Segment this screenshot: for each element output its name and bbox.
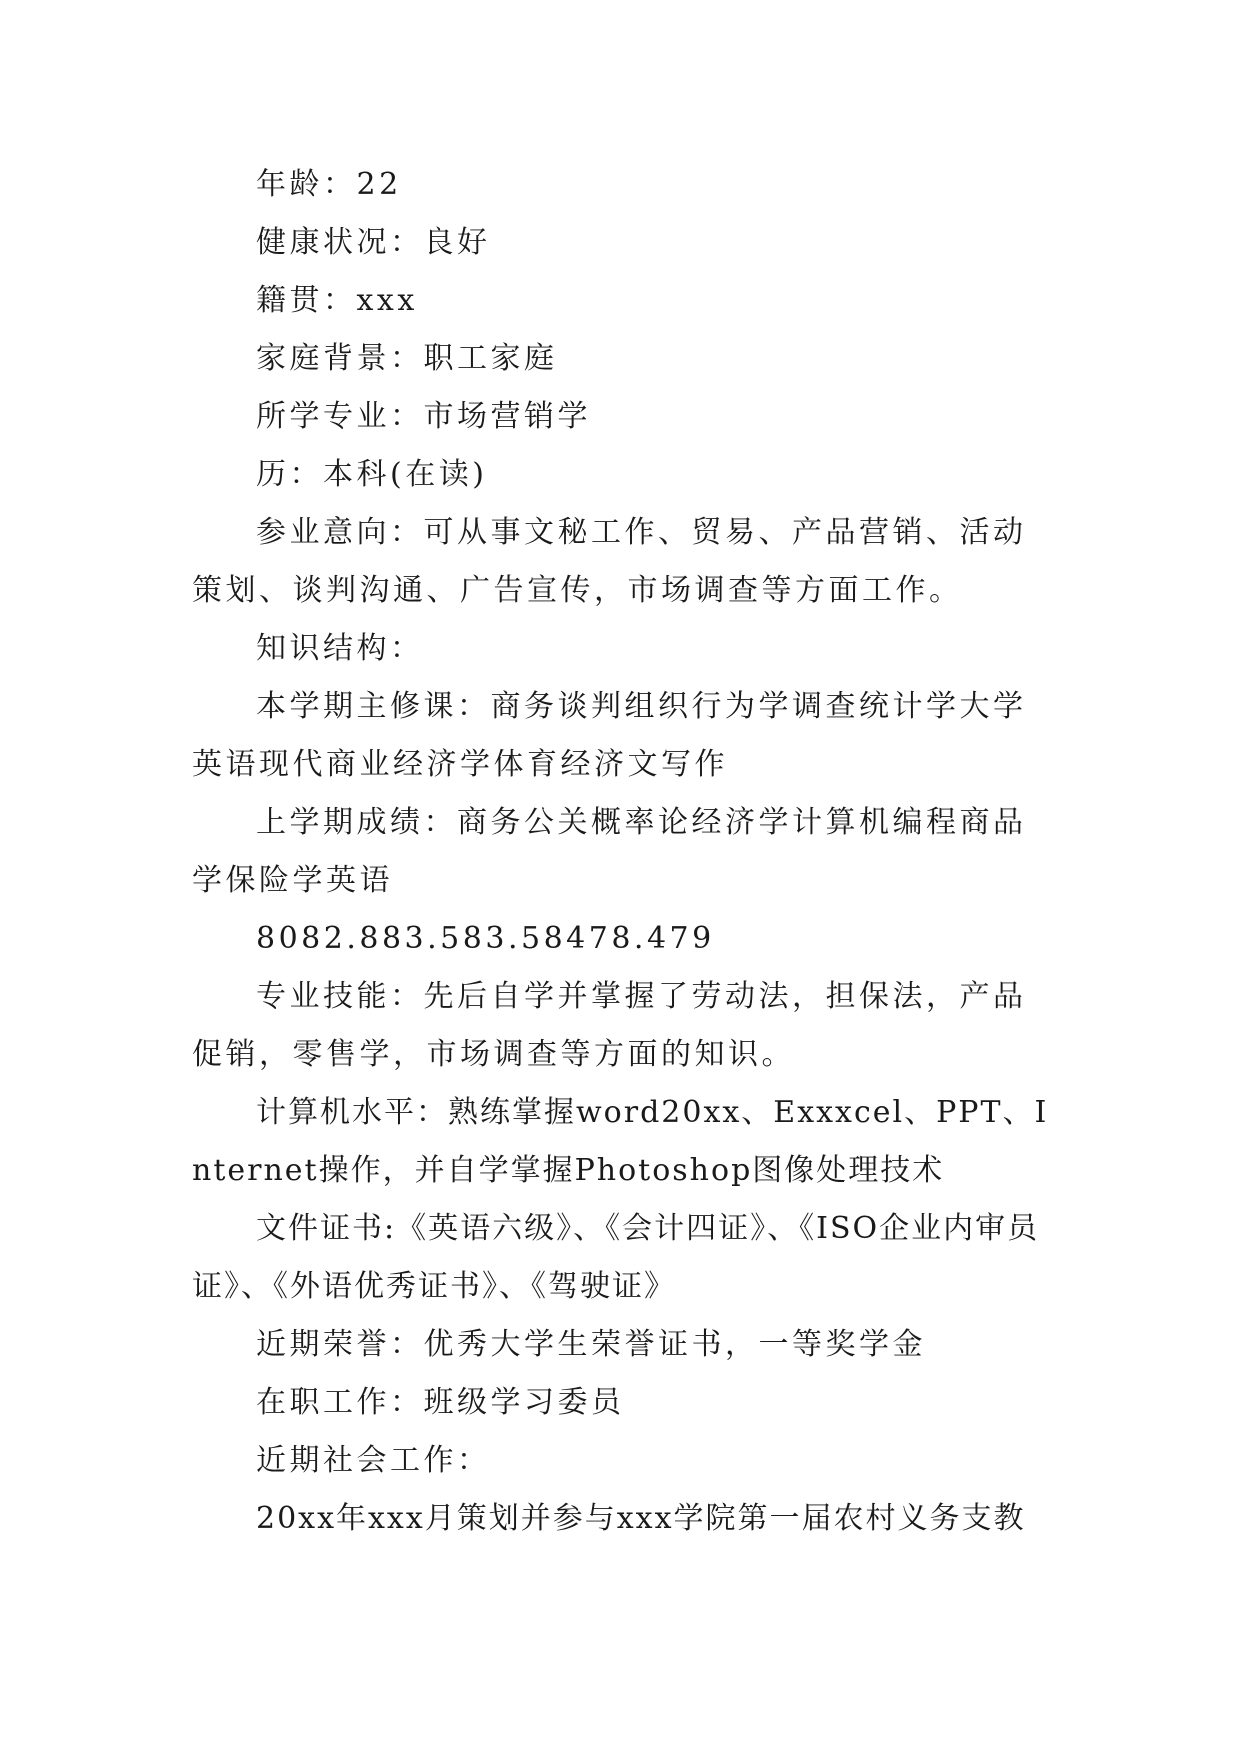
paragraph-education: 历：本科(在读) xyxy=(256,457,488,492)
paragraph-last-term-grades: 上学期成绩：商务公关概率论经济学计算机编程商品学保险学英语 xyxy=(192,805,1027,898)
paragraph-current-position: 在职工作：班级学习委员 xyxy=(256,1385,625,1420)
document-body xyxy=(192,156,1054,1548)
paragraph-professional-skills: 专业技能：先后自学并掌握了劳动法，担保法，产品促销，零售学，市场调查等方面的知识。 xyxy=(192,979,1027,1072)
paragraph-computer-skills: 计算机水平：熟练掌握word20xx、Exxxcel、PPT、Internet操作，并自学掌握Photoshop图像处理技术 xyxy=(192,1095,1049,1188)
paragraph-age: 年龄：22 xyxy=(256,167,402,202)
paragraph-career-intention: 参业意向：可从事文秘工作、贸易、产品营销、活动策划、谈判沟通、广告宣传，市场调查等方面工作。 xyxy=(192,515,1027,608)
paragraph-health: 健康状况：良好 xyxy=(256,225,491,260)
paragraph-native-place: 籍贯：xxx xyxy=(256,283,418,318)
paragraph-social-work: 近期社会工作： xyxy=(256,1443,491,1478)
paragraph-family-background: 家庭背景：职工家庭 xyxy=(256,341,558,376)
paragraph-grade-numbers: 8082.883.583.58478.479 xyxy=(256,921,715,956)
paragraph-current-courses: 本学期主修课：商务谈判组织行为学调查统计学大学英语现代商业经济学体育经济文写作 xyxy=(192,689,1027,782)
paragraph-major: 所学专业：市场营销学 xyxy=(256,399,591,434)
paragraph-honors: 近期荣誉：优秀大学生荣誉证书，一等奖学金 xyxy=(256,1327,926,1362)
paragraph-certificates: 文件证书:《英语六级》、《会计四证》、《ISO企业内审员证》、《外语优秀证书》、《驾驶证》 xyxy=(192,1211,1040,1304)
paragraph-social-work-detail: 20xx年xxx月策划并参与xxx学院第一届农村义务支教 xyxy=(256,1501,1026,1536)
paragraph-knowledge-structure: 知识结构： xyxy=(256,631,424,666)
